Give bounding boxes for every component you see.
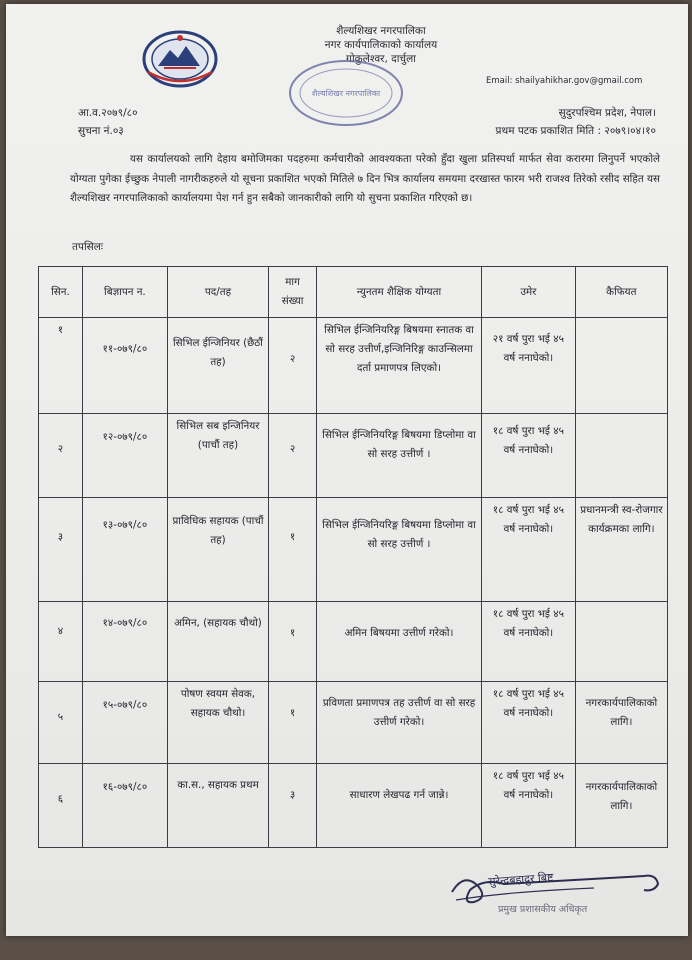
cell-post: प्राविधिक सहायक (पाचौं तह) <box>167 498 268 602</box>
table-row <box>39 682 668 764</box>
cell-age: १८ वर्ष पुरा भई ४५ वर्ष ननाघेको। <box>482 414 576 498</box>
cell-age: २१ वर्ष पुरा भई ४५ वर्ष ननाघेको। <box>482 318 576 414</box>
cell-sn: २ <box>39 414 83 498</box>
table-row <box>39 414 668 498</box>
fiscal-year: आ.व.२०७९/८० <box>78 107 138 119</box>
cell-ad-no: १२-०७९/८० <box>82 414 167 498</box>
cell-post: सिभिल सब इन्जिनियर (पाचौं तह) <box>167 414 268 498</box>
cell-sn: ६ <box>39 764 83 848</box>
signature-scribble <box>444 862 664 932</box>
cell-age: १८ वर्ष पुरा भई ४५ वर्ष ननाघेको। <box>482 682 576 764</box>
header-line-address: गोकुलेश्वर, दार्चुला <box>346 53 416 65</box>
signatory-name: सुरेन्द्रबहादुर बिष्ट <box>487 870 554 889</box>
header-line-municipality: शैल्यशिखर नगरपालिका <box>336 25 426 37</box>
nepal-government-emblem <box>140 28 220 90</box>
cell-ad-no: १४-०७९/८० <box>82 602 167 682</box>
cell-demand: १ <box>269 602 317 682</box>
published-date: प्रथम पटक प्रकाशित मिति : २०७९।०४।१० <box>495 125 656 137</box>
header-demand: माग संख्या <box>269 267 317 318</box>
cell-post: का.स., सहायक प्रथम <box>167 764 268 848</box>
header-sn: सिन. <box>39 267 83 318</box>
header-post: पद/तह <box>167 267 268 318</box>
notice-number: सुचना नं.०३ <box>78 125 124 137</box>
cell-sn: ३ <box>39 498 83 602</box>
cell-demand: २ <box>269 318 317 414</box>
vacancy-table <box>38 266 668 848</box>
cell-qualification: सिभिल ईन्जिनियरिङ्ग बिषयमा स्नातक वा सो सरह उत्तीर्ण,इन्जिनिरिङ्ग काउन्सिलमा दर्ता प्रमाणपत्र लिएको। <box>317 318 482 414</box>
cell-qualification: अमिन बिषयमा उत्तीर्ण गरेको। <box>317 602 482 682</box>
cell-demand: १ <box>269 682 317 764</box>
cell-sn: ४ <box>39 602 83 682</box>
notice-body: यस कार्यालयको लागि देहाय बमोजिमका पदहरुमा कर्मचारीको आवश्यकता परेको हुँदा खुला प्रतिस्पर्धा मार्फत सेवा करारमा लिनुपर्ने भएकोले योग्यता पुगेका ईच्छुक नेपाली नागरीकहरुले यो सूचना प्रकाशित भएको मितिले ७ दिन भित्र कार्यालय समयमा दरखास्त फारम भरी राजश्व तिरेको रसीद सहित यस शैल्यशिखर नगरपालिकाको कार्यालयमा पेश गर्न हुन सबैको जानकारीको लागि यो सुचना प्रकाशित गरिएको छ। <box>70 153 660 204</box>
cell-ad-no: १६-०७९/८० <box>82 764 167 848</box>
table-row <box>39 318 668 414</box>
cell-remarks <box>575 318 667 414</box>
cell-age: १८ वर्ष पुरा भई ४५ वर्ष ननाघेको। <box>482 764 576 848</box>
signatory-title: प्रमुख प्रशासकीय अधिकृत <box>498 904 588 915</box>
table-row <box>39 602 668 682</box>
cell-qualification: सिभिल ईन्जिनियरिङ्ग बिषयमा डिप्लोमा वा सो सरह उत्तीर्ण । <box>317 498 482 602</box>
cell-age: १८ वर्ष पुरा भई ४५ वर्ष ननाघेको। <box>482 602 576 682</box>
cell-remarks <box>575 414 667 498</box>
cell-remarks: नगरकार्यपालिकाको लागि। <box>575 764 667 848</box>
table-row <box>39 498 668 602</box>
cell-ad-no: ११-०७९/८० <box>82 318 167 414</box>
cell-age: १८ वर्ष पुरा भई ४५ वर्ष ननाघेको। <box>482 498 576 602</box>
cell-demand: २ <box>269 414 317 498</box>
cell-demand: १ <box>269 498 317 602</box>
cell-sn: १ <box>39 318 83 414</box>
header-age: उमेर <box>482 267 576 318</box>
cell-qualification: साधारण लेखपढ गर्न जान्ने। <box>317 764 482 848</box>
cell-remarks: प्रधानमन्त्री स्व-रोजगार कार्यक्रमका लागि। <box>575 498 667 602</box>
cell-remarks <box>575 602 667 682</box>
office-stamp <box>286 58 406 128</box>
cell-qualification: प्रविणता प्रमाणपत्र तह उत्तीर्ण वा सो सरह उत्तीर्ण गरेको। <box>317 682 482 764</box>
cell-ad-no: १५-०७९/८० <box>82 682 167 764</box>
cell-qualification: सिभिल ईन्जिनियरिङ्ग बिषयमा डिप्लोमा वा सो सरह उत्तीर्ण । <box>317 414 482 498</box>
notice-meta-right <box>406 104 656 140</box>
cell-post: सिभिल ईन्जिनियर (छैठौं तह) <box>167 318 268 414</box>
cell-sn: ५ <box>39 682 83 764</box>
office-email: Email: shailyahikhar.gov@gmail.com <box>486 76 643 86</box>
province: सुदुरपश्चिम प्रदेश, नेपाल। <box>558 107 656 119</box>
notice-meta-left <box>78 104 138 140</box>
table-header-row <box>39 267 668 318</box>
header-remarks: कैफियत <box>575 267 667 318</box>
header-line-office: नगर कार्यपालिकाको कार्यालय <box>324 39 438 51</box>
cell-remarks: नगरकार्यपालिकाको लागि। <box>575 682 667 764</box>
details-label: तपसिलः <box>72 241 104 253</box>
stamp-text: शैल्यशिखर नगरपालिका <box>311 89 381 98</box>
cell-ad-no: १३-०७९/८० <box>82 498 167 602</box>
cell-demand: ३ <box>269 764 317 848</box>
cell-post: पोषण स्वयम सेवक, सहायक चौथो। <box>167 682 268 764</box>
cell-post: अमिन, (सहायक चौथो) <box>167 602 268 682</box>
header-qualification: न्युनतम शैक्षिक योग्यता <box>317 267 482 318</box>
table-row <box>39 764 668 848</box>
header-ad-no: बिज्ञापन न. <box>82 267 167 318</box>
